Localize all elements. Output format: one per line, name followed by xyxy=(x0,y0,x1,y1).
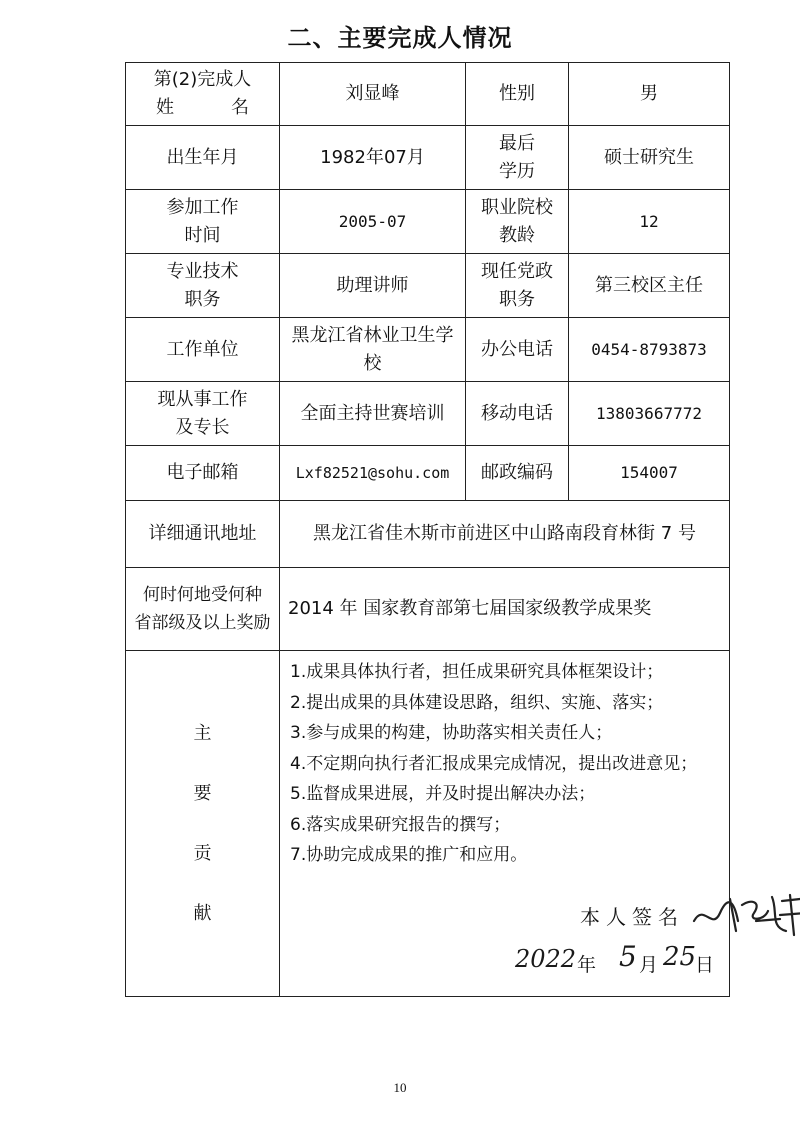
birth-label: 出生年月 xyxy=(126,126,280,190)
professional-title-label xyxy=(126,254,280,318)
office-phone-value: 0454-8793873 xyxy=(569,318,730,382)
work-start-value: 2005-07 xyxy=(280,190,466,254)
current-job-label-line-1: 现从事工作 xyxy=(157,388,248,410)
current-job-value: 全面主持世赛培训 xyxy=(280,382,466,446)
contribution-item: 4.不定期向执行者汇报成果完成情况，提出改进意见； xyxy=(290,753,698,774)
work-unit-label: 工作单位 xyxy=(126,318,280,382)
date-year: 2022 xyxy=(515,945,577,973)
date-day-unit: 日 xyxy=(695,954,715,976)
contribution-item: 3.参与成果的构建，协助落实相关责任人； xyxy=(290,723,613,743)
professional-title-value: 助理讲师 xyxy=(280,254,466,318)
date-month: 5 xyxy=(619,940,637,973)
name-label-line-1: 第(2)完成人 xyxy=(153,69,252,90)
party-position-label-line-1: 现任党政 xyxy=(481,260,553,282)
teaching-age-label xyxy=(466,190,569,254)
contribution-item: 2.提出成果的具体建设思路，组织、实施、落实； xyxy=(290,692,664,713)
work-start-label-line-2: 时间 xyxy=(184,224,221,246)
award-value: 2014 年 国家教育部第七届国家级教学成果奖 xyxy=(280,568,730,651)
gender-label: 性别 xyxy=(466,63,569,126)
date-day: 25 xyxy=(663,942,697,972)
party-position-label xyxy=(466,254,569,318)
party-position-value: 第三校区主任 xyxy=(569,254,730,318)
postcode-value: 154007 xyxy=(569,446,730,501)
work-start-label xyxy=(126,190,280,254)
signature-area xyxy=(280,901,729,981)
email-value: Lxf82521@sohu.com xyxy=(280,446,466,501)
education-label xyxy=(466,126,569,190)
contribution-label xyxy=(126,651,280,997)
teaching-age-label-line-1: 职业院校 xyxy=(481,196,553,218)
teaching-age-label-line-2: 教龄 xyxy=(499,224,535,246)
page-title: 二、主要完成人情况 xyxy=(287,24,513,52)
mobile-phone-value: 13803667772 xyxy=(569,382,730,446)
contribution-label-char-3: 贡 xyxy=(193,842,212,864)
signature-label: 本人签名 xyxy=(580,905,684,929)
contribution-label-char-2: 要 xyxy=(193,782,212,804)
contribution-list xyxy=(290,657,719,871)
completer-info-table xyxy=(125,62,730,997)
date-year-unit: 年 xyxy=(577,954,597,976)
party-position-label-line-2: 职务 xyxy=(499,288,535,310)
award-label-line-1: 何时何地受何种 xyxy=(143,585,262,605)
office-phone-label: 办公电话 xyxy=(466,318,569,382)
education-value: 硕士研究生 xyxy=(569,126,730,190)
date-month-unit: 月 xyxy=(639,954,659,976)
address-value: 黑龙江省佳木斯市前进区中山路南段育林街 7 号 xyxy=(280,501,730,568)
contribution-item: 1.成果具体执行者，担任成果研究具体框架设计； xyxy=(290,662,664,682)
mobile-phone-label: 移动电话 xyxy=(466,382,569,446)
current-job-label xyxy=(126,382,280,446)
work-start-label-line-1: 参加工作 xyxy=(166,196,239,218)
contribution-label-char-4: 献 xyxy=(193,902,212,924)
teaching-age-value: 12 xyxy=(569,190,730,254)
name-label-line-2: 姓 名 xyxy=(156,97,249,118)
contribution-item: 6.落实成果研究报告的撰写； xyxy=(290,814,511,835)
address-label: 详细通讯地址 xyxy=(126,501,280,568)
email-label: 电子邮箱 xyxy=(126,446,280,501)
name-value: 刘显峰 xyxy=(280,63,466,126)
postcode-label: 邮政编码 xyxy=(466,446,569,501)
gender-value: 男 xyxy=(569,63,730,126)
work-unit-value: 黑龙江省林业卫生学校 xyxy=(280,318,466,382)
current-job-label-line-2: 及专长 xyxy=(175,416,230,438)
professional-title-label-line-2: 职务 xyxy=(184,288,221,310)
name-label xyxy=(126,63,280,126)
handwritten-signature xyxy=(690,891,800,939)
contribution-label-char-1: 主 xyxy=(193,722,212,744)
contribution-item: 7.协助完成成果的推广和应用。 xyxy=(290,845,528,865)
signature-date xyxy=(515,937,775,981)
contribution-item: 5.监督成果进展，并及时提出解决办法； xyxy=(290,784,596,804)
page-number: 10 xyxy=(393,1080,407,1095)
education-label-line-1: 最后 xyxy=(499,132,535,154)
contribution-content xyxy=(280,651,730,997)
award-label-line-2: 省部级及以上奖励 xyxy=(134,613,271,633)
award-label xyxy=(126,568,280,651)
birth-value: 1982年07月 xyxy=(280,126,466,190)
education-label-line-2: 学历 xyxy=(499,160,535,182)
professional-title-label-line-1: 专业技术 xyxy=(166,260,239,282)
